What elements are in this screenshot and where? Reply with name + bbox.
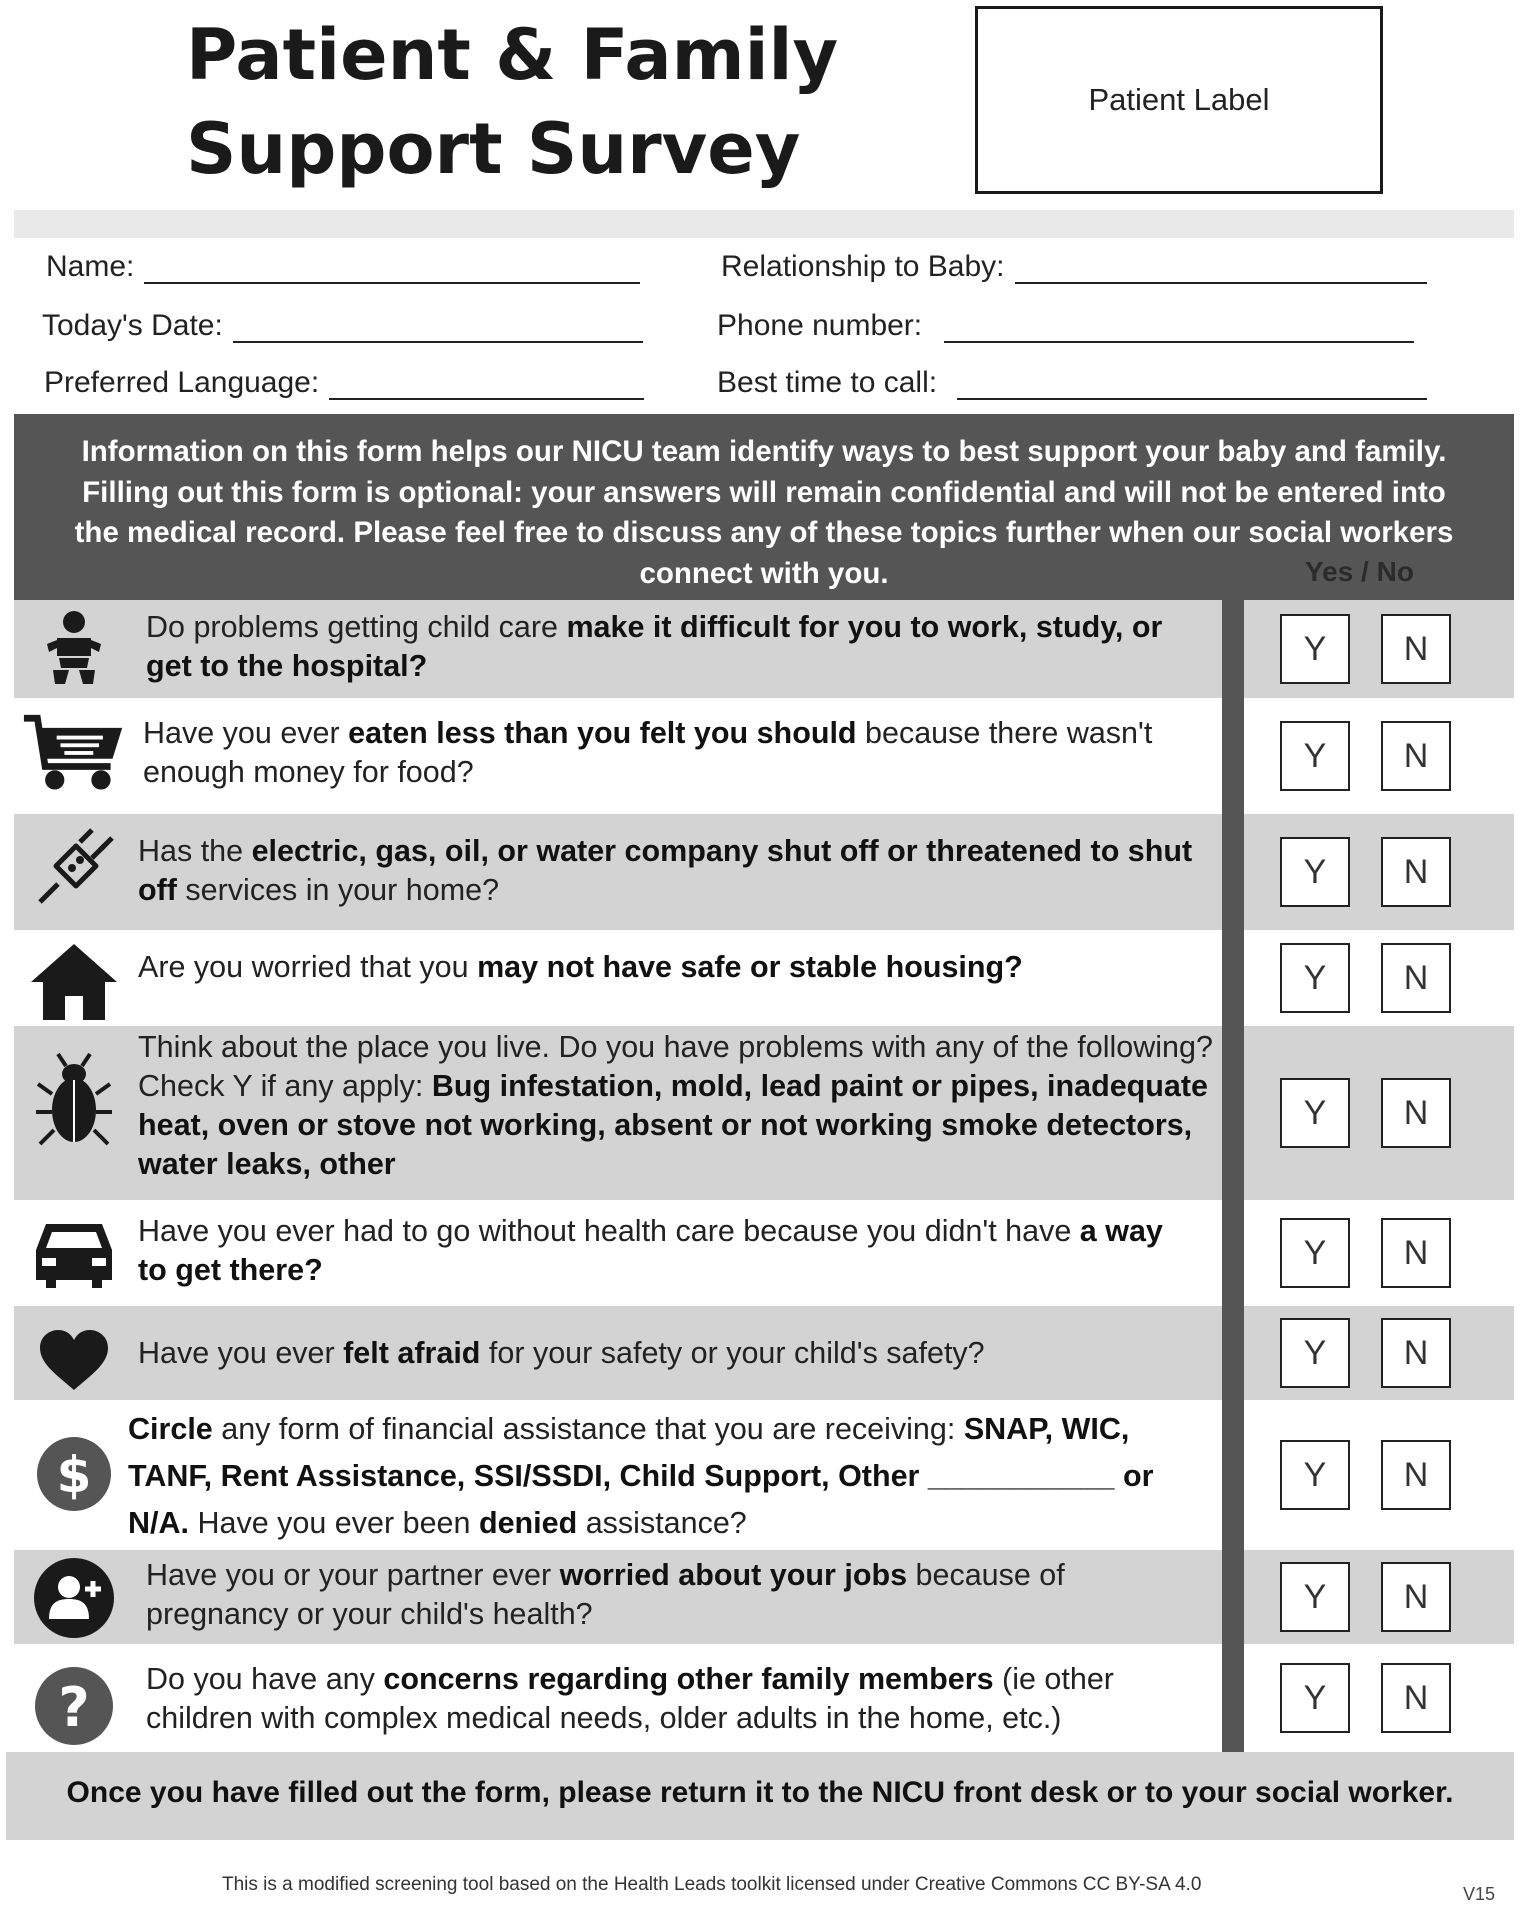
question-text [146,1660,1186,1738]
yes-checkbox[interactable]: Y [1280,1218,1350,1288]
preferred-language-field[interactable] [44,366,644,400]
question-text-part: for your safety or your child's safety? [480,1336,985,1370]
question-text [138,1334,1198,1373]
question-text-part: (ie other children with complex medical needs, older adults in the home, etc.) [146,1662,1114,1735]
question-text [138,1212,1198,1290]
relationship-input-line[interactable] [1015,254,1427,284]
question-text-bold: make it difficult for you to work, study, or get to the hospital? [146,610,1163,683]
question-text-part: because there wasn't enough money for food? [143,716,1153,789]
question-text-part: any form of financial assistance that you are receiving: [212,1412,964,1446]
svg-text:$: $ [56,1446,92,1504]
yes-checkbox[interactable]: Y [1280,943,1350,1013]
question-text-part: assistance? [577,1506,747,1540]
banner-line-2: Filling out this form is optional: your answers will remain confidential and will not be entered into [82,475,1446,509]
question-icon [22,1664,126,1748]
heart-icon [22,1318,126,1402]
banner-line-4: connect with you. [639,556,889,590]
house-icon [22,940,126,1024]
question-text [138,948,1198,987]
credit-line: This is a modified screening tool based on the Health Leads toolkit licensed under Creative Commons CC BY-SA 4.0 [222,1874,1202,1895]
column-divider [1222,600,1244,1752]
svg-text:?: ? [58,1676,90,1739]
question-text [138,832,1198,910]
best-time-label: Best time to call: [717,366,938,399]
todays-date-label: Today's Date: [42,309,223,342]
question-text-bold: electric, gas, oil, or water company shut off or threatened to shut off [138,834,1193,907]
yes-checkbox[interactable]: Y [1280,1562,1350,1632]
best-time-input-line[interactable] [957,370,1427,400]
question-text-part: services in your home? [176,873,500,907]
no-checkbox[interactable]: N [1381,1218,1451,1288]
question-text-bold: denied [478,1506,578,1540]
phone-field[interactable] [717,309,1414,343]
question-text-part: Are you worried that you [138,950,478,984]
question-text-bold: may not have safe or stable housing? [477,950,1023,984]
name-field[interactable] [46,250,640,284]
no-checkbox[interactable]: N [1381,721,1451,791]
question-text-part: Think about the place you live. Do you have problems with any of the following? Check Y if any apply: [138,1030,1213,1103]
yes-checkbox[interactable]: Y [1280,721,1350,791]
patient-label-text: Patient Label [1088,82,1270,117]
question-text-bold: Circle [128,1412,213,1446]
question-text [146,608,1186,686]
yes-checkbox[interactable]: Y [1280,1078,1350,1148]
question-text-bold: felt afraid [343,1336,481,1370]
name-label: Name: [46,250,135,283]
preferred-language-input-line[interactable] [329,370,644,400]
banner-line-3: the medical record. Please feel free to discuss any of these topics further when our social workers [74,516,1454,549]
question-text-bold: SNAP, WIC, TANF, Rent Assistance, SSI/SSDI, Child Support, Other ___________ or N/A. [128,1412,1154,1540]
yes-checkbox[interactable]: Y [1280,1318,1350,1388]
info-banner [14,414,1514,600]
best-time-field[interactable] [717,366,1427,400]
question-text [143,714,1183,792]
todays-date-input-line[interactable] [233,313,643,343]
baby-icon [22,606,126,690]
bug-icon [22,1058,126,1142]
question-text-part: Have you ever [138,1336,344,1370]
yes-checkbox[interactable]: Y [1280,837,1350,907]
question-text-bold: concerns regarding other family members [383,1662,994,1696]
yes-checkbox[interactable]: Y [1280,614,1350,684]
phone-input-line[interactable] [944,313,1414,343]
no-checkbox[interactable]: N [1381,1562,1451,1632]
electric-plug-icon [22,828,126,912]
no-checkbox[interactable]: N [1381,837,1451,907]
dollar-icon [22,1432,126,1516]
no-checkbox[interactable]: N [1381,1318,1451,1388]
question-text-part: Do you have any [146,1662,384,1696]
patient-label-box [975,6,1383,194]
relationship-field[interactable] [721,250,1427,284]
question-text [146,1556,1186,1634]
add-user-icon [22,1556,126,1640]
relationship-label: Relationship to Baby: [721,250,1005,283]
question-text-part: Have you ever had to go without health care because you didn't have [138,1214,1080,1248]
no-checkbox[interactable]: N [1381,1663,1451,1733]
question-text-part: Do problems getting child care [146,610,567,644]
no-checkbox[interactable]: N [1381,1078,1451,1148]
header-divider [14,210,1514,238]
todays-date-field[interactable] [42,309,643,343]
version-label: V15 [1463,1884,1496,1904]
yes-no-header: Yes / No [1305,556,1414,587]
question-text [128,1406,1218,1547]
phone-label: Phone number: [717,309,923,342]
question-text-part: Have you ever been [189,1506,479,1540]
return-note: Once you have filled out the form, please return it to the NICU front desk or to your social worker. [66,1776,1454,1809]
question-text-part: Has the [138,834,252,868]
question-text-bold: Bug infestation, mold, lead paint or pipes, inadequate heat, oven or stove not working, absent or not working smoke detectors, water leaks, other [138,1069,1209,1181]
car-icon [22,1212,126,1296]
yes-checkbox[interactable]: Y [1280,1440,1350,1510]
info-banner-text [34,432,1494,594]
title-line-1: Patient & Family [186,14,839,96]
no-checkbox[interactable]: N [1381,943,1451,1013]
title-line-2: Support Survey [186,108,801,190]
preferred-language-label: Preferred Language: [44,366,320,399]
question-text [138,1028,1213,1184]
yes-checkbox[interactable]: Y [1280,1663,1350,1733]
question-text-bold: worried about your jobs [559,1558,908,1592]
question-text-part: because of pregnancy or your child's health? [146,1558,1065,1631]
shopping-cart-icon [22,710,126,794]
question-text-bold: a way to get there? [138,1214,1163,1287]
question-text-part: Have you ever [143,716,349,750]
question-text-bold: eaten less than you felt you should [348,716,857,750]
no-checkbox[interactable]: N [1381,1440,1451,1510]
name-input-line[interactable] [144,254,640,284]
page-title [186,8,838,196]
question-text-part: Have you or your partner ever [146,1558,560,1592]
banner-line-1: Information on this form helps our NICU team identify ways to best support your baby and family. [81,435,1447,468]
no-checkbox[interactable]: N [1381,614,1451,684]
footer-band [6,1752,1514,1840]
